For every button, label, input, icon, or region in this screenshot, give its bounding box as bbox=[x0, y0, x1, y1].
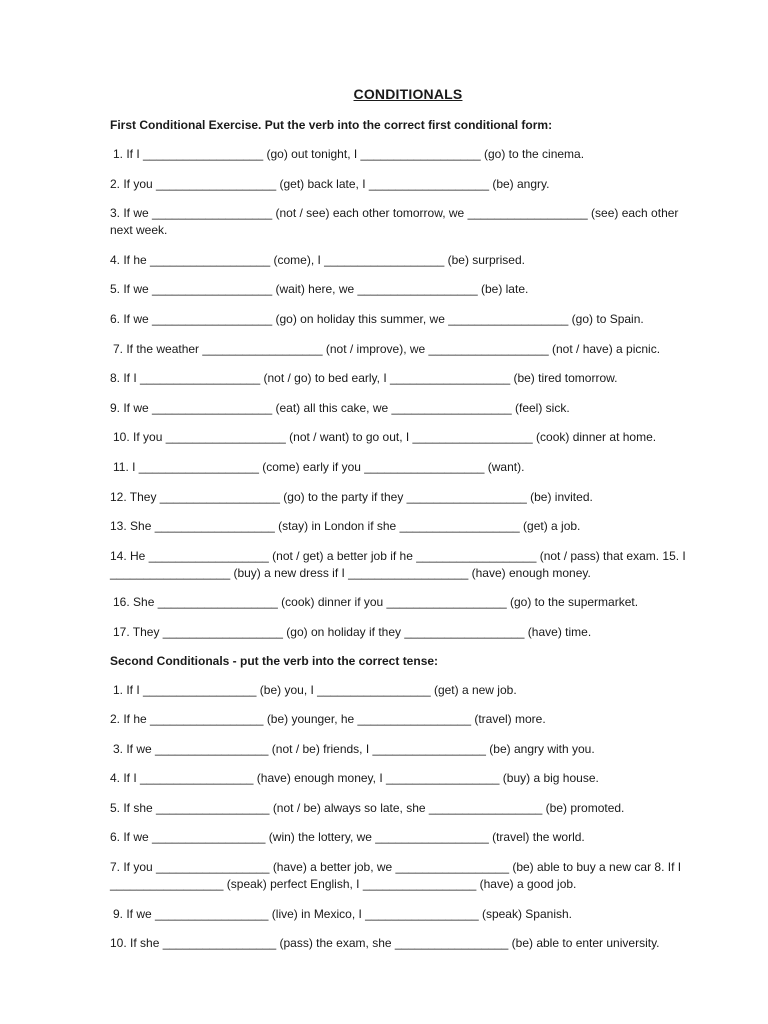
second-conditional-heading: Second Conditionals - put the verb into the correct tense: bbox=[110, 653, 439, 668]
first-item-1: 1. If I __________________ (go) out tonight, I __________________ (go) to the cinema. bbox=[113, 147, 585, 161]
first-item-12: 12. They __________________ (go) to the party if they __________________ (be) invited. bbox=[110, 489, 593, 504]
first-item-2: 2. If you __________________ (get) back late, I __________________ (be) angry. bbox=[110, 176, 550, 191]
first-item-11: 11. I __________________ (come) early if you __________________ (want). bbox=[113, 459, 525, 474]
first-item-4: 4. If he __________________ (come), I __________________ (be) surprised. bbox=[110, 252, 525, 267]
second-item-2: 2. If he _________________ (be) younger, he _________________ (travel) more. bbox=[110, 712, 546, 727]
second-item-10: 10. If she _________________ (pass) the exam, she _________________ (be) able to enter university. bbox=[110, 936, 660, 951]
first-item-13: 13. She __________________ (stay) in London if she __________________ (get) a job. bbox=[110, 519, 581, 534]
second-item-6: 6. If we _________________ (win) the lottery, we _________________ (travel) the world. bbox=[110, 830, 585, 845]
first-item-16: 16. She __________________ (cook) dinner if you __________________ (go) to the supermarket. bbox=[113, 595, 639, 610]
page-title: CONDITIONALS bbox=[353, 86, 463, 102]
second-item-7: 7. If you _________________ (have) a better job, we _________________ (be) able to buy a new car 8. If I _________________ (speak) perfect English, I _________________ (have) a good job. bbox=[110, 860, 682, 892]
second-item-3: 3. If we _________________ (not / be) friends, I _________________ (be) angry with you. bbox=[113, 741, 595, 756]
first-item-10: 10. If you __________________ (not / want) to go out, I __________________ (cook) dinner at home. bbox=[113, 430, 657, 445]
first-item-6: 6. If we __________________ (go) on holiday this summer, we __________________ (go) to Spain. bbox=[110, 311, 644, 326]
first-item-17: 17. They __________________ (go) on holiday if they __________________ (have) time. bbox=[113, 624, 592, 639]
second-item-5: 5. If she _________________ (not / be) always so late, she _________________ (be) promoted. bbox=[110, 800, 625, 815]
second-item-9: 9. If we _________________ (live) in Mexico, I _________________ (speak) Spanish. bbox=[113, 906, 572, 921]
first-item-3: 3. If we __________________ (not / see) each other tomorrow, we __________________ (see) each other next week. bbox=[110, 206, 679, 238]
first-conditional-heading: First Conditional Exercise. Put the verb into the correct first conditional form: bbox=[110, 118, 553, 132]
second-item-1: 1. If I _________________ (be) you, I _________________ (get) a new job. bbox=[113, 682, 517, 697]
first-item-9: 9. If we __________________ (eat) all this cake, we __________________ (feel) sick. bbox=[110, 400, 570, 415]
first-item-14: 14. He __________________ (not / get) a better job if he __________________ (not / pass) that exam. 15. I __________________ (buy) a new dress if I __________________ (have) enough money. bbox=[110, 548, 686, 580]
first-item-8: 8. If I __________________ (not / go) to bed early, I __________________ (be) tired tomorrow. bbox=[110, 371, 618, 386]
first-item-7: 7. If the weather __________________ (not / improve), we __________________ (not / have) a picnic. bbox=[113, 341, 661, 356]
second-item-4: 4. If I _________________ (have) enough money, I _________________ (buy) a big house. bbox=[110, 771, 599, 786]
first-item-5: 5. If we __________________ (wait) here, we __________________ (be) late. bbox=[110, 282, 529, 297]
